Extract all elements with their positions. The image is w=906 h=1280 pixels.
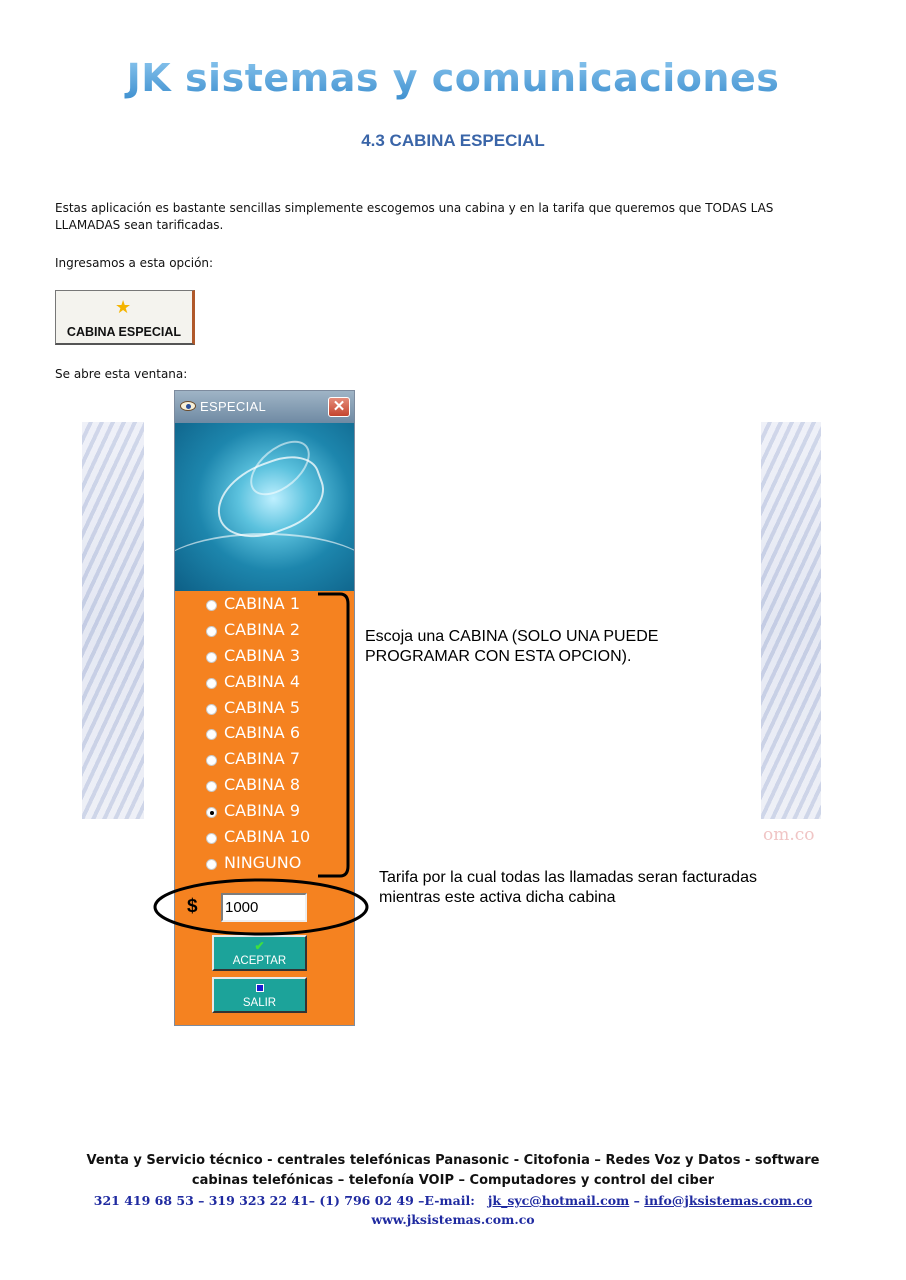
close-button[interactable]: ✕ bbox=[328, 397, 350, 417]
aceptar-button[interactable] bbox=[212, 935, 307, 971]
footer-contact bbox=[0, 1191, 906, 1210]
tariff-input[interactable]: 1000 bbox=[221, 893, 307, 922]
logo-reflection bbox=[0, 101, 906, 115]
email-link-info[interactable]: info@jksistemas.com.co bbox=[644, 1193, 813, 1208]
footer-website[interactable]: www.jksistemas.com.co bbox=[371, 1212, 535, 1227]
window-titlebar bbox=[175, 391, 354, 423]
radio-dot[interactable] bbox=[206, 729, 217, 740]
radio-dot[interactable] bbox=[206, 781, 217, 792]
annotation-bracket bbox=[300, 590, 360, 880]
annotation-ellipse bbox=[150, 876, 372, 938]
window-title: ESPECIAL bbox=[200, 399, 266, 414]
checkmark-icon: ✔ bbox=[254, 939, 265, 953]
background-url-fragment: om.co bbox=[763, 825, 815, 845]
enter-option-text: Ingresamos a esta opción: bbox=[55, 256, 214, 270]
intro-paragraph: Estas aplicación es bastante sencillas simplemente escogemos una cabina y en la tarifa que queremos que TODAS LAS LLAMADAS sean tarificadas. bbox=[55, 201, 774, 232]
radio-dot[interactable] bbox=[206, 833, 217, 844]
opens-window-text: Se abre esta ventana: bbox=[55, 367, 188, 381]
radio-dot[interactable] bbox=[206, 859, 217, 870]
aceptar-label: ACEPTAR bbox=[232, 955, 287, 967]
radio-dot[interactable] bbox=[206, 678, 217, 689]
currency-symbol: $ bbox=[187, 896, 198, 917]
email-link-hotmail[interactable]: jk_syc@hotmail.com bbox=[487, 1193, 630, 1208]
cabina-especial-button[interactable] bbox=[55, 290, 195, 345]
company-logo bbox=[0, 55, 906, 115]
choose-cabin-annotation: Escoja una CABINA (SOLO UNA PUEDE PROGRAMAR CON ESTA OPCION). bbox=[365, 628, 659, 665]
tariff-annotation: Tarifa por la cual todas las llamadas seran facturadas mientras este activa dicha cabina bbox=[379, 869, 757, 906]
square-icon bbox=[256, 984, 264, 992]
especial-window: ESPECIAL ✕ CABINA 1 CABINA 2 CABINA 3 CABINA 4 CABINA 5 CABINA 6 CABINA 7 CABINA 8 CABINA 9 CABINA 10 NINGUNO $ 1000 ✔ ACEPTAR SALIR bbox=[174, 390, 355, 1026]
section-title: 4.3 CABINA ESPECIAL bbox=[361, 131, 545, 150]
star-icon: ★ bbox=[115, 297, 132, 317]
radio-dot-selected[interactable] bbox=[206, 807, 217, 818]
radio-dot[interactable] bbox=[206, 626, 217, 637]
logo-text: JK sistemas y comunicaciones bbox=[0, 55, 906, 101]
footer-separator: – bbox=[633, 1193, 640, 1208]
salir-label: SALIR bbox=[242, 997, 277, 1009]
cabina-especial-label: CABINA ESPECIAL bbox=[66, 325, 182, 339]
hand-banner-image bbox=[175, 423, 354, 591]
radio-dot[interactable] bbox=[206, 704, 217, 715]
radio-dot[interactable] bbox=[206, 755, 217, 766]
eye-icon bbox=[180, 401, 196, 411]
page-footer bbox=[0, 1151, 906, 1229]
background-panel-right bbox=[761, 422, 821, 819]
radio-dot[interactable] bbox=[206, 600, 217, 611]
background-panel-left bbox=[82, 422, 144, 819]
footer-services: Venta y Servicio técnico - centrales telefónicas Panasonic - Citofonia – Redes Voz y Datos - software cabinas telefónicas – telefonía VOIP – Computadores y control del ciber bbox=[86, 1153, 820, 1188]
radio-dot[interactable] bbox=[206, 652, 217, 663]
salir-button[interactable] bbox=[212, 977, 307, 1013]
footer-phones: 321 419 68 53 – 319 323 22 41– (1) 796 02 49 –E-mail: bbox=[93, 1193, 475, 1208]
